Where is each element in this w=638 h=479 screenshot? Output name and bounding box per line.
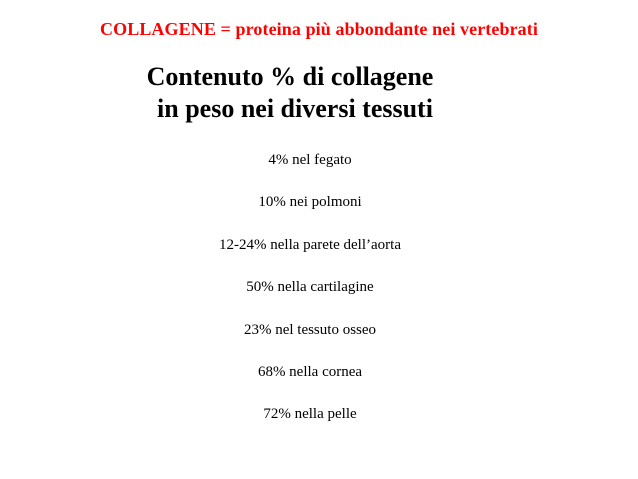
fact-liver: 4% nel fegato <box>268 152 352 168</box>
slide-top-title: COLLAGENE = proteina più abbondante nei vertebrati <box>100 19 538 39</box>
fact-bone-tissue: 23% nel tessuto osseo <box>243 321 377 338</box>
heading-line-2: in peso nei diversi tessuti <box>157 94 433 123</box>
collagen-content-list <box>0 149 620 446</box>
fact-cornea: 68% nella cornea <box>257 363 363 380</box>
fact-skin: 72% nella pelle <box>263 406 357 423</box>
fact-lungs: 10% nei polmoni <box>258 194 362 211</box>
fact-aorta-wall: 12-24% nella parete dell’aorta <box>219 236 401 253</box>
slide-heading <box>0 61 638 125</box>
fact-cartilage: 50% nella cartilagine <box>246 279 374 296</box>
heading-line-1: Contenuto % di collagene <box>146 62 434 91</box>
